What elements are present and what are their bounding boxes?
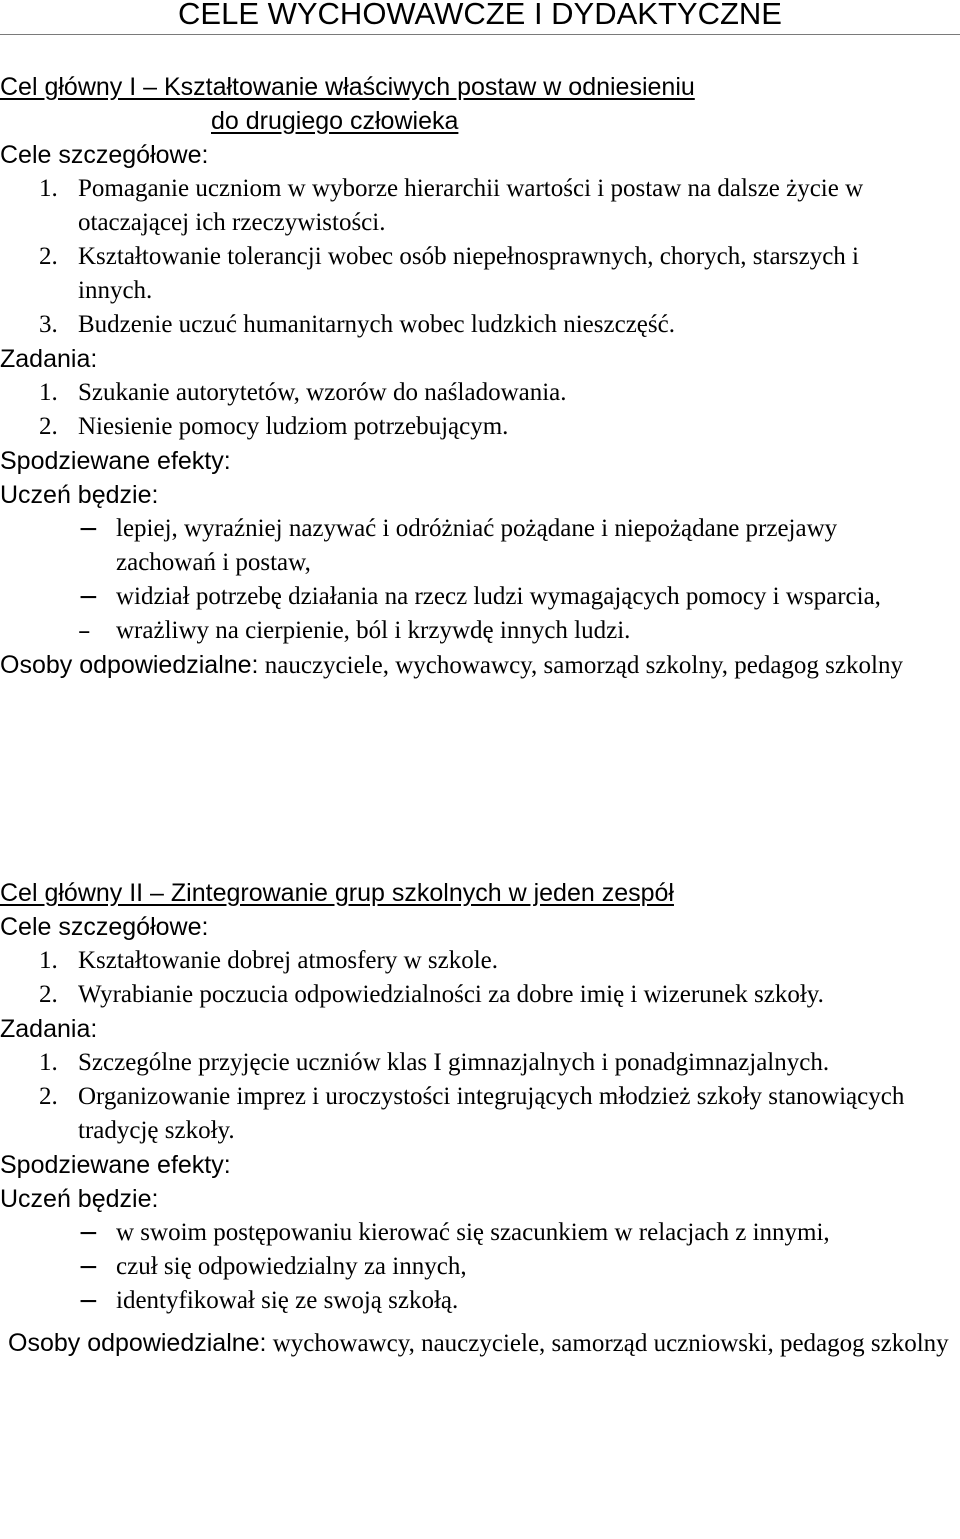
tasks-list <box>0 376 960 444</box>
responsible-value: wychowawcy, nauczyciele, samorząd uczniowski, pedagog szkolny <box>266 1330 949 1357</box>
list-item: 2. Niesienie pomocy ludziom potrzebującym. <box>39 413 509 440</box>
expected-effects-list <box>0 512 960 648</box>
section-goal-2 <box>0 876 960 1361</box>
responsible-label: Osoby odpowiedzialne: <box>8 1329 267 1357</box>
goal-1-line-1: Cel główny I – Kształtowanie właściwych postaw w odniesieniu <box>0 73 695 101</box>
specific-goals-heading: Cele szczegółowe: <box>0 141 209 169</box>
list-item: 3. Budzenie uczuć humanitarnych wobec ludzkich nieszczęść. <box>39 311 675 338</box>
list-item: − w swoim postępowaniu kierować się szacunkiem w relacjach z innymi, <box>0 1216 960 1250</box>
tasks-heading: Zadania: <box>0 1015 98 1043</box>
dash-bullet: – <box>78 616 91 645</box>
list-item: 2. Organizowanie imprez i uroczystości integrujących młodzież szkoły stanowiących tradycję szkoły. <box>39 1083 905 1144</box>
goal-1-line-2: do drugiego człowieka <box>211 107 459 135</box>
dash-bullet: − <box>78 1218 99 1247</box>
list-item: 1. Szczególne przyjęcie uczniów klas I gimnazjalnych i ponadgimnazjalnych. <box>39 1049 830 1076</box>
specific-goals-heading: Cele szczegółowe: <box>0 913 209 941</box>
expected-effects-heading: Spodziewane efekty: <box>0 1151 231 1179</box>
title-divider <box>0 34 960 35</box>
list-item: − czuł się odpowiedzialny za innych, <box>0 1250 960 1284</box>
responsible-persons <box>0 1326 960 1361</box>
expected-effects-heading: Spodziewane efekty: <box>0 447 231 475</box>
dash-bullet: − <box>78 1252 99 1281</box>
dash-bullet: − <box>78 582 99 611</box>
list-item: − lepiej, wyraźniej nazywać i odróżniać pożądane i niepożądane przejawy zachowań i postaw, <box>78 514 838 576</box>
list-item: 1. Szukanie autorytetów, wzorów do naśladowania. <box>39 379 567 406</box>
specific-goals-list <box>0 944 960 1012</box>
list-item: 2. Kształtowanie tolerancji wobec osób niepełnosprawnych, chorych, starszych i innych. <box>39 243 859 304</box>
list-item: 2. Wyrabianie poczucia odpowiedzialności za dobre imię i wizerunek szkoły. <box>39 981 824 1008</box>
goal-1-heading <box>0 70 960 138</box>
dash-bullet: − <box>78 514 99 543</box>
list-item: 1. Kształtowanie dobrej atmosfery w szkole. <box>39 947 499 974</box>
student-label: Uczeń będzie: <box>0 1185 159 1213</box>
section-goal-1 <box>0 70 960 683</box>
tasks-heading: Zadania: <box>0 345 98 373</box>
document-title: CELE WYCHOWAWCZE I DYDAKTYCZNE <box>178 0 782 31</box>
specific-goals-list <box>0 172 960 342</box>
list-item: − identyfikował się ze swoją szkołą. <box>0 1284 960 1318</box>
student-label: Uczeń będzie: <box>0 481 159 509</box>
list-item: 1. Pomaganie uczniom w wyborze hierarchii wartości i postaw na dalsze życie w otaczającej ich rzeczywistości. <box>39 175 864 236</box>
dash-bullet: − <box>78 1286 99 1315</box>
responsible-label: Osoby odpowiedzialne: <box>0 651 259 679</box>
list-item: − widział potrzebę działania na rzecz ludzi wymagających pomocy i wsparcia, <box>0 580 960 614</box>
responsible-persons <box>0 648 960 683</box>
goal-2-heading: Cel główny II – Zintegrowanie grup szkolnych w jeden zespół <box>0 879 674 907</box>
expected-effects-list <box>0 1216 960 1318</box>
tasks-list <box>0 1046 960 1148</box>
list-item: – wrażliwy na cierpienie, ból i krzywdę innych ludzi. <box>0 614 960 648</box>
responsible-value: nauczyciele, wychowawcy, samorząd szkolny, pedagog szkolny <box>258 652 903 679</box>
